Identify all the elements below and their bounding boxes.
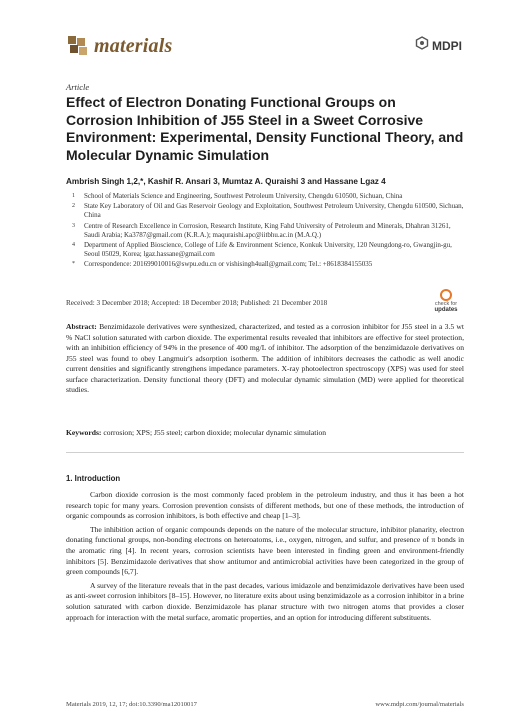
paragraph: The inhibition action of organic compounds depends on the nature of the molecular structure, inhibitor planarity, electron donating functional groups, non-bonding electrons on heteroatoms, i.e., oxygen, nitrogen, and sulfur, and presence of π bonds in the aromatic ring [4]. In recent years, corrosion scientists have been interested in finding green and environment-friendly inhibitors [5]. Benzimidazole derivatives that show antitumor and antimicrobial activities have been categorized in the group of green compounds [6,7]. [66, 524, 464, 577]
abstract [66, 322, 464, 396]
journal-name: materials [94, 34, 173, 57]
paragraph: Carbon dioxide corrosion is the most commonly faced problem in the petroleum industry, and thus it has been a hot research topic for many years. Corrosion prevention consists of different methods, but one of these methods, the introduction of organic compounds as corrosion inhibitors, is both effective and cheap [1–3]. [66, 490, 464, 521]
affiliation-item [66, 241, 466, 259]
journal-header [66, 34, 462, 66]
check-for-updates-icon [440, 289, 452, 301]
affiliation-number: 3 [72, 222, 75, 229]
keywords-label: Keywords: [66, 428, 102, 437]
publisher-logo[interactable] [415, 36, 462, 55]
correspondence [66, 260, 466, 269]
abstract-label: Abstract: [66, 322, 97, 331]
affiliation-number: 4 [72, 242, 75, 249]
publication-dates: Received: 3 December 2018; Accepted: 18 December 2018; Published: 21 December 2018 [66, 299, 328, 307]
affiliations [66, 192, 466, 271]
article-type: Article [66, 82, 90, 92]
correspondence-text[interactable]: Correspondence: 201699010016@swpu.edu.cn or vishisingh4uall@gmail.com; Tel.: +8618384155035 [84, 260, 373, 269]
updates-line2: updates [434, 307, 458, 313]
materials-logo-icon [66, 34, 90, 58]
footer-url[interactable]: www.mdpi.com/journal/materials [375, 701, 464, 708]
affiliation-number: 1 [72, 193, 75, 199]
affiliation-item [66, 222, 466, 240]
section-heading: 1. Introduction [66, 474, 121, 483]
article-title: Effect of Electron Donating Functional Groups on Corrosion Inhibition of J55 Steel in a Sweet Corrosive Environment: Experimental, Density Functional Theory, and Molecular Dynamic Simulation [66, 94, 464, 163]
journal-logo[interactable] [66, 34, 172, 58]
updates-line1: check for [434, 301, 458, 307]
keywords [66, 428, 464, 437]
affiliation-text: State Key Laboratory of Oil and Gas Reservoir Geology and Exploitation, Southwest Petroleum University, Chengdu 610500, Sichuan, China [84, 202, 464, 220]
introduction-body [66, 490, 464, 626]
publisher-name: MDPI [432, 38, 462, 53]
check-for-updates-badge[interactable] [427, 289, 465, 313]
section-divider [66, 452, 464, 453]
author-list: Ambrish Singh 1,2,*, Kashif R. Ansari 3, Mumtaz A. Quraishi 3 and Hassane Lgaz 4 [66, 177, 386, 186]
abstract-text: Benzimidazole derivatives were synthesized, characterized, and tested as a corrosion inhibitor for J55 steel in a 3.5 wt % NaCl solution saturated with carbon dioxide. The experimental results revealed that inhibitors are effective for steel protection, with an inhibition efficiency of 94% in the presence of 400 mg/L of inhibitor. The adsorption of the benzimidazole derivatives on J55 steel was found to obey Langmuir's adsorption isotherm. The addition of inhibitors decreases the cathodic as well anodic current densities and significantly strengthens impedance parameters. X-ray photoelectron spectroscopy (XPS) was used for steel surface characterization. Density functional theory (DFT) and molecular dynamic simulation (MD) were applied for theoretical studies. [66, 322, 464, 394]
footer-citation: Materials 2019, 12, 17; doi:10.3390/ma12010017 [66, 701, 197, 708]
affiliation-text: Department of Applied Bioscience, College of Life & Environment Science, Konkuk University, 120 Neungdong-ro, Gwangjin-gu, Seoul 05029, Korea; lgaz.hassane@gmail.com [84, 241, 452, 259]
keywords-text: corrosion; XPS; J55 steel; carbon dioxide; molecular dynamic simulation [103, 428, 327, 437]
affiliation-number: 2 [72, 203, 75, 210]
affiliation-item [66, 192, 466, 201]
affiliation-text: School of Materials Science and Engineering, Southwest Petroleum University, Chengdu 610500, Sichuan, China [84, 192, 403, 200]
correspondence-marker: * [72, 261, 75, 268]
paragraph: A survey of the literature reveals that in the past decades, various imidazole and benzimidazole derivatives have been used as anti-sweet corrosion inhibitors [8–15]. However, no literature exits about using benzimidazole as a corrosion inhibitor in a brine solution saturated with carbon dioxide. Benzimidazole has planar structure with two nitrogen atoms that provides a closer approach for interaction with the metal surface, aromatic properties, and an option for introducing different substituents. [66, 580, 464, 622]
mdpi-logo-icon [415, 36, 429, 55]
affiliation-text: Centre of Research Excellence in Corrosion, Research Institute, King Fahd University of Petroleum and Minerals, Dhahran 31261, Saudi Arabia; Ka3787@gmail.com (K.R.A.); maquraishi.apc@iitbhu.ac.in (M.A.Q.) [84, 221, 451, 239]
affiliation-item [66, 202, 466, 220]
